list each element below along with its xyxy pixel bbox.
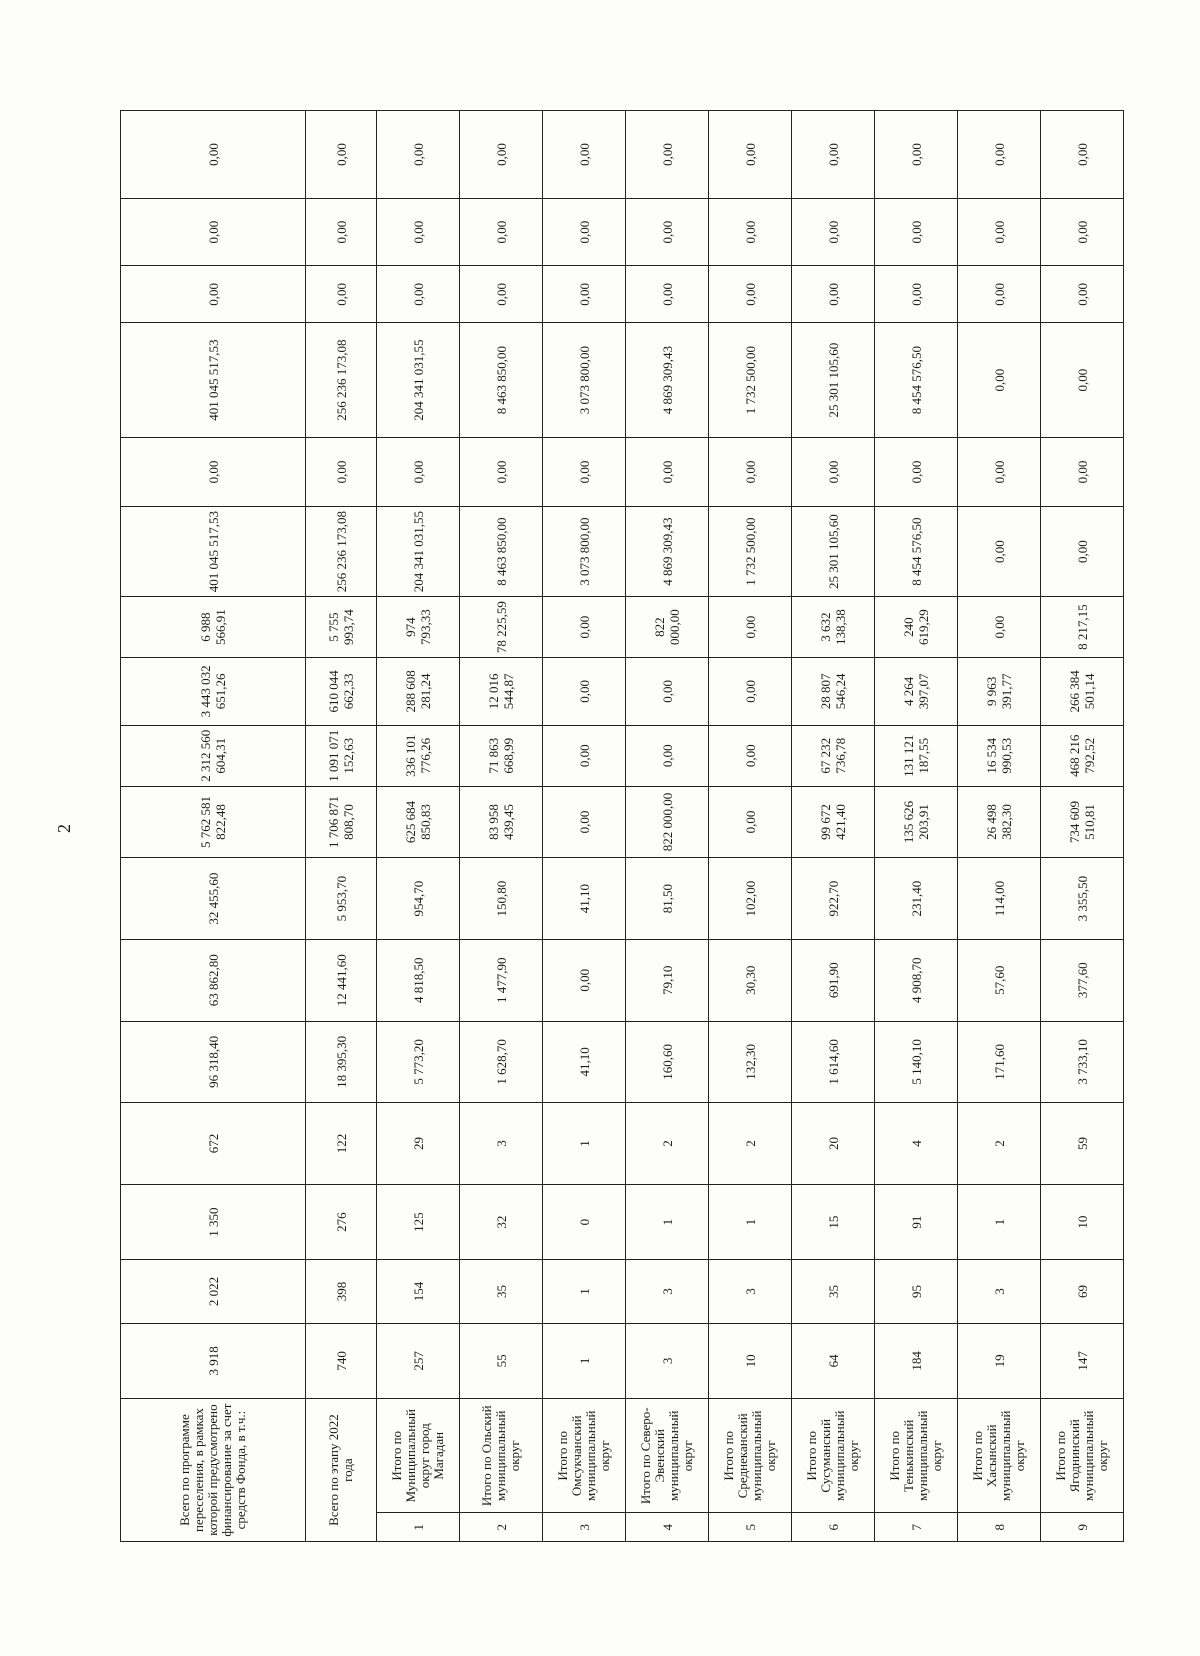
table-cell: 0,00 [543,939,626,1021]
table-cell: 822 000,00 [626,596,709,657]
table-cell: 1 [709,1184,792,1260]
table-row [543,111,626,1542]
table-cell: 5 755 993,74 [306,596,377,657]
table-cell: 135 626 203,91 [875,786,958,857]
row-label: Всего по этапу 2022 года [306,1399,377,1542]
table-cell: 0,00 [1041,266,1124,323]
table-cell: 0,00 [626,111,709,199]
table-cell: 1 706 871 808,70 [306,786,377,857]
table-cell: 0,00 [121,198,306,265]
table-cell: 0,00 [543,786,626,857]
table-cell: 231,40 [875,858,958,940]
row-number: 9 [1041,1513,1124,1542]
table-cell: 4 869 309,43 [626,323,709,437]
table-cell: 276 [306,1184,377,1260]
table-cell: 0,00 [626,658,709,725]
table-cell: 610 044 662,33 [306,658,377,725]
table-cell: 266 384 501,14 [1041,658,1124,725]
table-cell: 63 862,80 [121,939,306,1021]
table-cell: 57,60 [958,939,1041,1021]
table-cell: 4 908,70 [875,939,958,1021]
table-cell: 401 045 517,53 [121,507,306,597]
row-number: 8 [958,1513,1041,1542]
table-cell: 55 [460,1323,543,1399]
table-cell: 3 [958,1260,1041,1323]
table-cell: 99 672 421,40 [792,786,875,857]
row-label: Всего по программе переселения, в рамках которой предусмотрено финансирование за счет средств Фонда, в т.ч.: [121,1399,306,1542]
table-cell: 150,80 [460,858,543,940]
table-cell: 0,00 [543,658,626,725]
table-row [792,111,875,1542]
table-cell: 398 [306,1260,377,1323]
table-cell: 132,30 [709,1021,792,1103]
table-cell: 0,00 [958,266,1041,323]
table-cell: 19 [958,1323,1041,1399]
table-cell: 0,00 [626,198,709,265]
row-label: Итого по Омсукчанский муниципальный округ [543,1399,626,1513]
table-cell: 0,00 [543,725,626,786]
table-cell: 0,00 [1041,507,1124,597]
table-cell: 1 [543,1323,626,1399]
table-cell: 3 [709,1260,792,1323]
table-cell: 30,30 [709,939,792,1021]
table-cell: 0,00 [875,437,958,506]
table-cell: 8 463 850,00 [460,323,543,437]
table-cell: 691,90 [792,939,875,1021]
table-cell: 0,00 [121,437,306,506]
table-cell: 95 [875,1260,958,1323]
table-cell: 171,60 [958,1021,1041,1103]
table-cell: 8 454 576,50 [875,507,958,597]
table-cell: 0,00 [626,437,709,506]
table-row [1041,111,1124,1542]
table-cell: 0,00 [460,198,543,265]
table-cell: 1 477,90 [460,939,543,1021]
table-cell: 0,00 [377,266,460,323]
row-label: Итого по Среднеканский муниципальный округ [709,1399,792,1513]
row-number: 1 [377,1513,460,1542]
row-label: Итого по Хасынский муниципальный округ [958,1399,1041,1513]
table-cell: 91 [875,1184,958,1260]
row-label: Итого по Тенькинский муниципальный округ [875,1399,958,1513]
resettlement-table [120,110,1124,1542]
table-cell: 4 869 309,43 [626,507,709,597]
table-cell: 204 341 031,55 [377,323,460,437]
table-cell: 0,00 [626,266,709,323]
table-cell: 0,00 [792,111,875,199]
table-cell: 0,00 [958,437,1041,506]
table-cell: 288 608 281,24 [377,658,460,725]
table-cell: 81,50 [626,858,709,940]
table-cell: 160,60 [626,1021,709,1103]
table-cell: 0,00 [875,111,958,199]
table-cell: 0,00 [709,437,792,506]
table-cell: 0,00 [709,658,792,725]
table-cell: 79,10 [626,939,709,1021]
table-cell: 41,10 [543,1021,626,1103]
table-cell: 1 614,60 [792,1021,875,1103]
table-cell: 377,60 [1041,939,1124,1021]
table-cell: 922,70 [792,858,875,940]
table-cell: 1 [958,1184,1041,1260]
table-cell: 25 301 105,60 [792,323,875,437]
table-cell: 0 [543,1184,626,1260]
table-cell: 64 [792,1323,875,1399]
table-cell: 0,00 [875,198,958,265]
table-cell: 0,00 [958,323,1041,437]
table-cell: 4 818,50 [377,939,460,1021]
table-cell: 41,10 [543,858,626,940]
table-cell: 0,00 [958,198,1041,265]
row-number: 2 [460,1513,543,1542]
table-cell: 1 350 [121,1184,306,1260]
table-cell: 3 918 [121,1323,306,1399]
table-cell: 0,00 [306,437,377,506]
table-cell: 0,00 [543,266,626,323]
table-cell: 131 121 187,55 [875,725,958,786]
table-cell: 15 [792,1184,875,1260]
table-cell: 125 [377,1184,460,1260]
table-row [958,111,1041,1542]
table-cell: 740 [306,1323,377,1399]
table-cell: 1 [543,1103,626,1185]
table-cell: 102,00 [709,858,792,940]
table-cell: 204 341 031,55 [377,507,460,597]
table-cell: 6 988 566,91 [121,596,306,657]
row-label: Итого по Ольский муниципальный округ [460,1399,543,1513]
table-cell: 0,00 [958,596,1041,657]
row-label: Итого по Ягоднинский муниципальный округ [1041,1399,1124,1513]
row-number: 4 [626,1513,709,1542]
row-label: Итого по Сусуманский муниципальный округ [792,1399,875,1513]
table-cell: 9 963 391,77 [958,658,1041,725]
table-cell: 26 498 382,30 [958,786,1041,857]
table-cell: 0,00 [709,596,792,657]
table-cell: 3 355,50 [1041,858,1124,940]
row-number: 3 [543,1513,626,1542]
table-cell: 0,00 [1041,323,1124,437]
table-cell: 16 534 990,53 [958,725,1041,786]
table-cell: 5 140,10 [875,1021,958,1103]
table-cell: 0,00 [377,198,460,265]
table-cell: 0,00 [709,786,792,857]
table-cell: 0,00 [543,198,626,265]
table-cell: 0,00 [306,266,377,323]
table-cell: 3 [460,1103,543,1185]
table-cell: 468 216 792,52 [1041,725,1124,786]
table-cell: 0,00 [1041,198,1124,265]
table-cell: 672 [121,1103,306,1185]
table-cell: 10 [709,1323,792,1399]
table-cell: 96 318,40 [121,1021,306,1103]
table-cell: 12 016 544,87 [460,658,543,725]
table-cell: 0,00 [460,437,543,506]
table-cell: 5 762 581 822,48 [121,786,306,857]
table-cell: 0,00 [1041,437,1124,506]
table-row [306,111,377,1542]
table-cell: 5 773,20 [377,1021,460,1103]
table-cell: 35 [460,1260,543,1323]
table-cell: 0,00 [377,111,460,199]
table-cell: 3 443 032 651,26 [121,658,306,725]
table-cell: 1 091 071 152,63 [306,725,377,786]
table-cell: 336 101 776,26 [377,725,460,786]
table-cell: 3 [626,1323,709,1399]
table-cell: 8 463 850,00 [460,507,543,597]
table-cell: 0,00 [1041,111,1124,199]
table-row [709,111,792,1542]
table-row [460,111,543,1542]
table-cell: 0,00 [306,198,377,265]
table-cell: 3 [626,1260,709,1323]
table-row [875,111,958,1542]
page-number: 2 [54,824,74,833]
table-cell: 822 000,00 [626,786,709,857]
table-cell: 0,00 [792,437,875,506]
table-cell: 256 236 173,08 [306,323,377,437]
row-label: Итого по Муниципальный округ город Магадан [377,1399,460,1513]
table-cell: 0,00 [875,266,958,323]
table-cell: 114,00 [958,858,1041,940]
table-cell: 83 958 439,45 [460,786,543,857]
table-cell: 2 022 [121,1260,306,1323]
table-cell: 78 225,59 [460,596,543,657]
table-cell: 32 [460,1184,543,1260]
table-cell: 734 609 510,81 [1041,786,1124,857]
table-cell: 401 045 517,53 [121,323,306,437]
table-cell: 1 [543,1260,626,1323]
table-cell: 3 073 800,00 [543,507,626,597]
table-cell: 122 [306,1103,377,1185]
table-cell: 67 232 736,78 [792,725,875,786]
table-cell: 184 [875,1323,958,1399]
table-cell: 29 [377,1103,460,1185]
table-cell: 35 [792,1260,875,1323]
table-row [626,111,709,1542]
table-cell: 0,00 [121,111,306,199]
table-cell: 2 [709,1103,792,1185]
table-cell: 0,00 [626,725,709,786]
table-cell: 0,00 [460,111,543,199]
table-cell: 4 [875,1103,958,1185]
table-cell: 10 [1041,1184,1124,1260]
table-cell: 4 264 397,07 [875,658,958,725]
table-cell: 0,00 [709,111,792,199]
table-cell: 3 073 800,00 [543,323,626,437]
row-number: 6 [792,1513,875,1542]
table-cell: 2 312 560 604,31 [121,725,306,786]
table-cell: 28 807 546,24 [792,658,875,725]
table-cell: 18 395,30 [306,1021,377,1103]
table-cell: 240 619,29 [875,596,958,657]
table-cell: 0,00 [121,266,306,323]
table-cell: 8 454 576,50 [875,323,958,437]
table-cell: 1 [626,1184,709,1260]
table-cell: 0,00 [709,725,792,786]
table-cell: 0,00 [792,266,875,323]
row-label: Итого по Северо-Эвенский муниципальный округ [626,1399,709,1513]
table-cell: 0,00 [958,507,1041,597]
table-cell: 0,00 [543,596,626,657]
table-cell: 0,00 [709,266,792,323]
table-cell: 5 953,70 [306,858,377,940]
table-cell: 2 [958,1103,1041,1185]
table-cell: 0,00 [377,437,460,506]
table-cell: 1 732 500,00 [709,507,792,597]
table-cell: 69 [1041,1260,1124,1323]
table-cell: 1 732 500,00 [709,323,792,437]
table-cell: 0,00 [543,437,626,506]
table-cell: 2 [626,1103,709,1185]
table-cell: 0,00 [543,111,626,199]
table-cell: 0,00 [460,266,543,323]
table-row [121,111,306,1542]
table-cell: 256 236 173,08 [306,507,377,597]
row-number: 7 [875,1513,958,1542]
table-cell: 3 632 138,38 [792,596,875,657]
table-cell: 25 301 105,60 [792,507,875,597]
table-cell: 0,00 [709,198,792,265]
row-number: 5 [709,1513,792,1542]
table-cell: 0,00 [792,198,875,265]
table-cell: 154 [377,1260,460,1323]
table-cell: 0,00 [306,111,377,199]
table-cell: 8 217,15 [1041,596,1124,657]
table-cell: 0,00 [958,111,1041,199]
table-cell: 1 628,70 [460,1021,543,1103]
table-cell: 147 [1041,1323,1124,1399]
table-cell: 59 [1041,1103,1124,1185]
table-cell: 12 441,60 [306,939,377,1021]
table-cell: 3 733,10 [1041,1021,1124,1103]
table-cell: 625 684 850,83 [377,786,460,857]
table-cell: 71 863 668,99 [460,725,543,786]
table-row [377,111,460,1542]
table-container [120,110,1110,1542]
table-cell: 257 [377,1323,460,1399]
table-cell: 32 455,60 [121,858,306,940]
table-cell: 20 [792,1103,875,1185]
table-cell: 954,70 [377,858,460,940]
table-cell: 974 793,33 [377,596,460,657]
